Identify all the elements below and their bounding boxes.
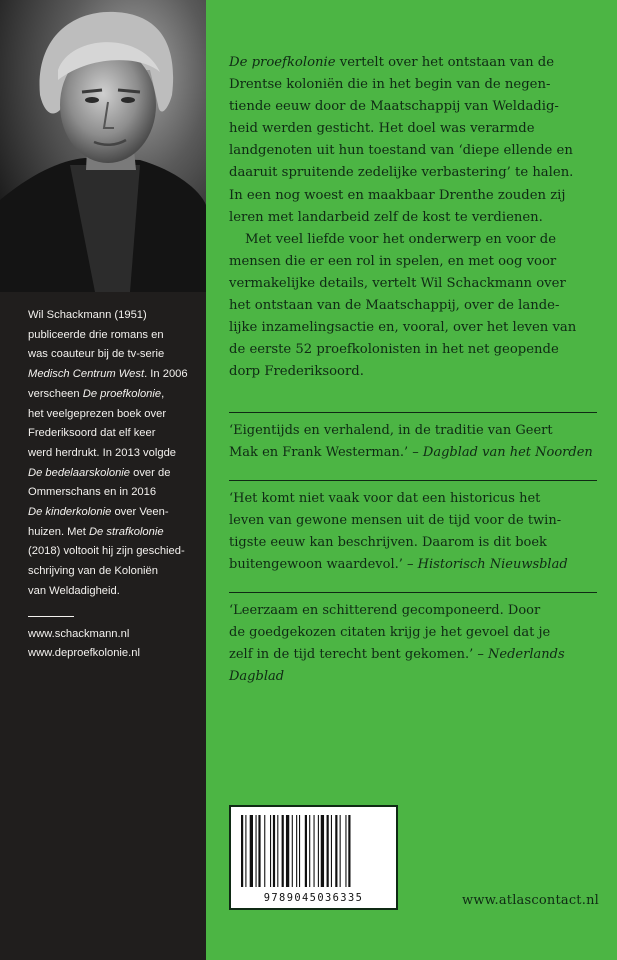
blurb-line: dorp Frederiksoord. bbox=[229, 364, 364, 380]
barcode-bar bbox=[335, 815, 337, 887]
quote-line: ‘Leerzaam en schitterend gecomponeerd. Door bbox=[229, 603, 541, 618]
bio-line: De kinderkolonie over Veen- bbox=[28, 506, 169, 519]
blurb-line: heid werden gesticht. Het doel was verarmde bbox=[229, 121, 535, 137]
author-panel bbox=[0, 0, 206, 960]
barcode-bar bbox=[348, 815, 350, 887]
barcode-bar bbox=[309, 815, 310, 887]
quote-line: buitengewoon waardevol.’ – Historisch Nieuwsblad bbox=[229, 557, 568, 573]
quote-line: Dagblad bbox=[229, 669, 285, 685]
book-website-link[interactable]: www.deproefkolonie.nl bbox=[28, 647, 140, 660]
isbn-barcode bbox=[229, 805, 398, 910]
quote-line: Mak en Frank Westerman.’ – Dagblad van het Noorden bbox=[229, 445, 593, 461]
barcode-bars bbox=[239, 815, 389, 887]
barcode-bar bbox=[282, 815, 284, 887]
blurb-line: Drentse koloniën die in het begin van de negen- bbox=[229, 77, 551, 93]
bio-line: Ommerschans en in 2016 bbox=[28, 486, 157, 499]
quote-divider bbox=[229, 412, 597, 413]
barcode-bar bbox=[250, 815, 253, 887]
bio-line: was coauteur bij de tv-serie bbox=[28, 348, 165, 361]
barcode-bar bbox=[245, 815, 246, 887]
barcode-bar bbox=[256, 815, 257, 887]
barcode-bar bbox=[314, 815, 315, 887]
blurb-text bbox=[229, 52, 597, 383]
blurb-line: De proefkolonie vertelt over het ontstaan van de bbox=[229, 55, 555, 70]
barcode-bar bbox=[277, 815, 278, 887]
blurb-line: Met veel liefde voor het onderwerp en voor de bbox=[245, 231, 557, 247]
blurb-panel bbox=[206, 0, 617, 960]
blurb-line: lijke inzamelingsactie en, vooral, over het leven van bbox=[229, 320, 577, 336]
author-bio bbox=[28, 306, 188, 664]
bio-line: Frederiksoord dat elf keer bbox=[28, 427, 156, 440]
bio-line: (2018) voltooit hij zijn geschied- bbox=[28, 545, 185, 558]
barcode-bar bbox=[321, 815, 324, 887]
blurb-line: vermakelijke details, vertelt Wil Schackmann over bbox=[229, 275, 566, 291]
blurb-line: landgenoten uit hun toestand van ‘diepe ellende en bbox=[229, 143, 573, 159]
barcode-bar bbox=[296, 815, 297, 887]
bio-line: van Weldadigheid. bbox=[28, 584, 120, 597]
barcode-bar bbox=[292, 815, 293, 887]
barcode-bar bbox=[318, 815, 319, 887]
barcode-bar bbox=[345, 815, 346, 887]
bio-line: werd herdrukt. In 2013 volgde bbox=[28, 446, 177, 459]
barcode-bar bbox=[327, 815, 329, 887]
quote-line: de goedgekozen citaten krijg je het gevoel dat je bbox=[229, 625, 551, 641]
barcode-bar bbox=[331, 815, 332, 887]
blurb-line: daaruit spruitende zedelijke verbastering’ te halen. bbox=[229, 165, 574, 181]
bio-line: schrijving van de Koloniën bbox=[28, 565, 158, 578]
publisher-website[interactable]: www.atlascontact.nl bbox=[462, 893, 599, 908]
quote-divider bbox=[229, 592, 597, 593]
barcode-bar bbox=[270, 815, 271, 887]
bio-line: verscheen De proefkolonie, bbox=[28, 387, 165, 400]
blurb-line: leren met landarbeid zelf de kost te verdienen. bbox=[229, 209, 543, 225]
review-quote bbox=[229, 488, 599, 576]
author-photo bbox=[0, 0, 206, 292]
bio-line: Wil Schackmann (1951) bbox=[28, 309, 147, 321]
barcode-bar bbox=[273, 815, 275, 887]
bio-line: het veelgeprezen boek over bbox=[28, 407, 167, 420]
quote-line: ‘Het komt niet vaak voor dat een historicus het bbox=[229, 491, 541, 506]
barcode-bar bbox=[241, 815, 243, 887]
blurb-line: het ontstaan van de Maatschappij, over de lande- bbox=[229, 298, 560, 314]
author-website-link[interactable]: www.schackmann.nl bbox=[28, 627, 130, 640]
bio-line: huizen. Met De strafkolonie bbox=[28, 525, 164, 538]
blurb-line: tiende eeuw door de Maatschappij van Weldadig- bbox=[229, 99, 559, 115]
bio-line: Medisch Centrum West. In 2006 bbox=[28, 368, 188, 381]
bio-line: publiceerde drie romans en bbox=[28, 328, 164, 341]
barcode-bar bbox=[286, 815, 289, 887]
bio-line: De bedelaarskolonie over de bbox=[28, 466, 171, 479]
barcode-bar bbox=[305, 815, 307, 887]
review-quote bbox=[229, 420, 599, 464]
barcode-bar bbox=[264, 815, 265, 887]
author-portrait-image bbox=[0, 0, 206, 292]
quote-line: ‘Eigentijds en verhalend, in de traditie van Geert bbox=[229, 423, 553, 438]
quote-line: zelf in de tijd terecht bent gekomen.’ – Nederlands bbox=[229, 647, 565, 663]
quote-line: tigste eeuw kan beschrijven. Daarom is dit boek bbox=[229, 535, 547, 551]
blurb-line: de eerste 52 proefkolonisten in het net geopende bbox=[229, 342, 559, 358]
isbn-number: 9789045036335 bbox=[263, 892, 364, 904]
blurb-line: In een nog woest en maakbaar Drenthe zouden zij bbox=[229, 187, 566, 203]
blurb-line: mensen die er een rol in spelen, en met oog voor bbox=[229, 253, 557, 269]
bio-divider bbox=[28, 616, 74, 617]
quote-divider bbox=[229, 480, 597, 481]
quote-line: leven van gewone mensen uit de tijd voor de twin- bbox=[229, 513, 562, 529]
barcode-bar bbox=[258, 815, 260, 887]
review-quote bbox=[229, 600, 599, 688]
barcode-bar bbox=[299, 815, 300, 887]
barcode-bar bbox=[340, 815, 341, 887]
